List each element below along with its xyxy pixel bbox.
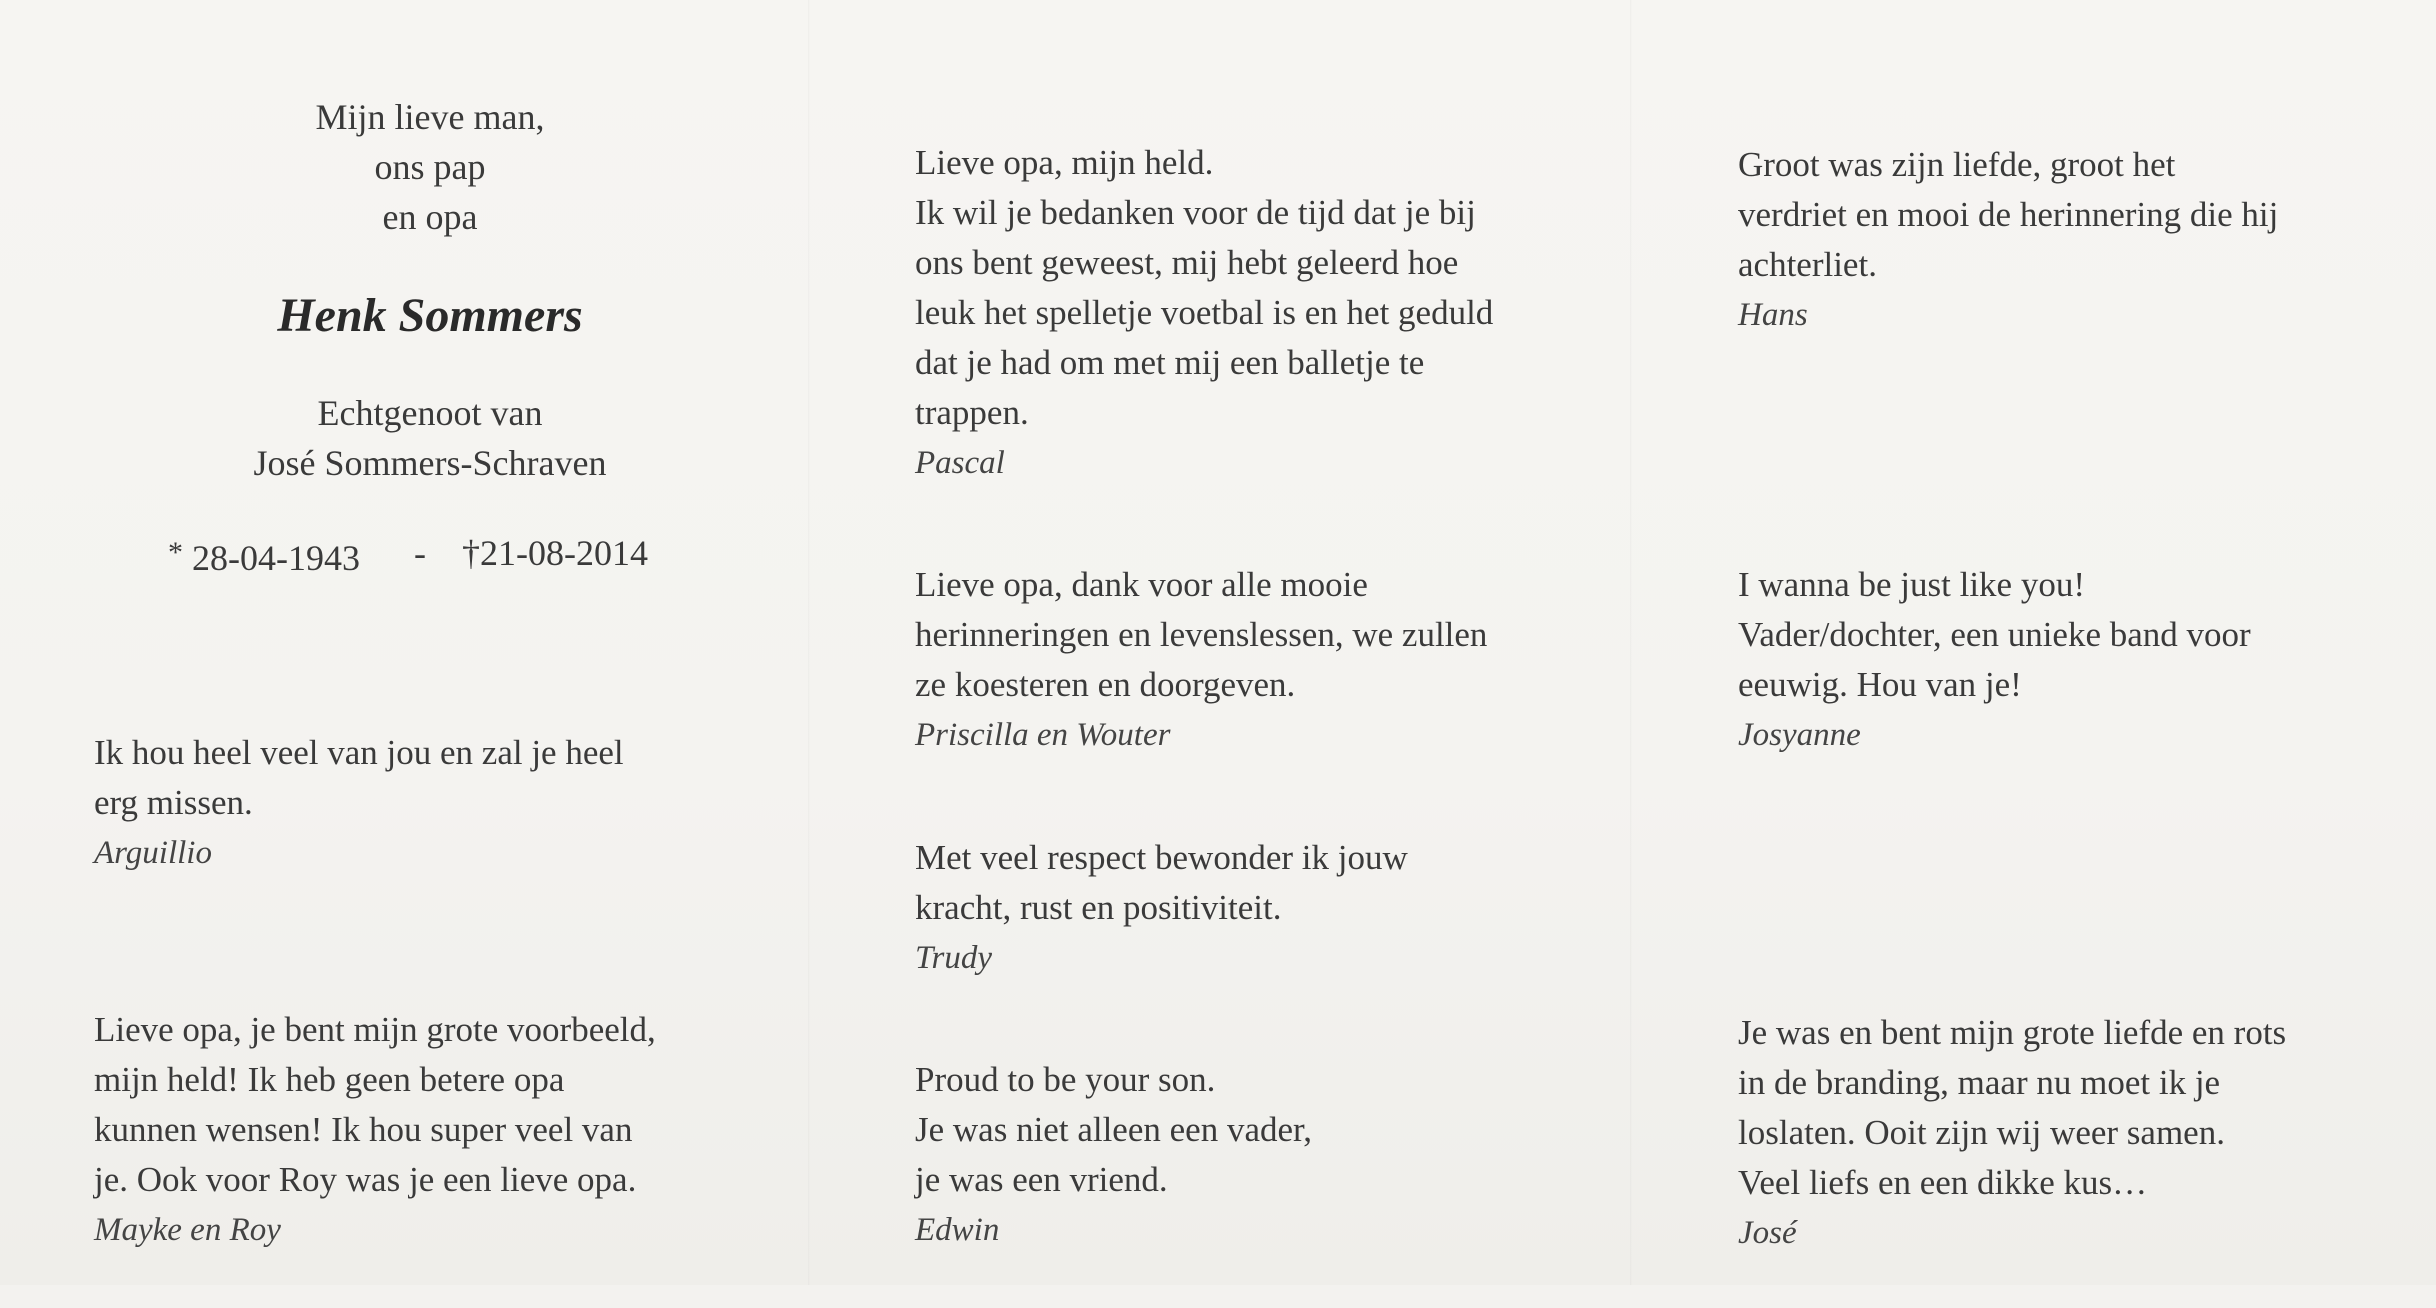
date-separator: - — [414, 533, 426, 573]
message-signature: Josyanne — [1738, 717, 1861, 753]
message-text: Proud to be your son. Je was niet alleen een vader, je was een vriend. — [915, 1060, 1313, 1199]
intro-line: Mijn lieve man, — [315, 97, 545, 137]
message-signature: José — [1738, 1215, 1797, 1251]
death-date-row — [462, 528, 648, 578]
deceased-name: Henk Sommers — [277, 289, 583, 342]
message-text: Met veel respect bewonder ik jouw kracht, rust en positiviteit. — [915, 838, 1408, 927]
message-text: Lieve opa, dank voor alle mooie herinneringen en levenslessen, we zullen ze koesteren en doorgeven. — [915, 565, 1488, 704]
birth-symbol: * — [168, 536, 183, 569]
death-symbol: † — [462, 533, 480, 573]
message-signature: Hans — [1738, 297, 1808, 333]
message-signature: Arguillio — [94, 835, 212, 871]
message-text: Groot was zijn liefde, groot het verdriet en mooi de herinnering die hij achterliet. — [1738, 145, 2279, 284]
spouse-line: Echtgenoot van — [317, 393, 543, 433]
message-signature: Edwin — [915, 1212, 1000, 1248]
birth-date-row — [168, 528, 360, 583]
condolence-message — [915, 783, 1615, 1033]
message-text: Lieve opa, je bent mijn grote voorbeeld, mijn held! Ik heb geen betere opa kunnen wensen! Ik hou super veel van je. Ook voor Roy was je een lieve opa. — [94, 1010, 656, 1199]
condolence-message — [915, 88, 1615, 538]
condolence-message — [1738, 958, 2418, 1308]
message-signature: Pascal — [915, 445, 1005, 481]
message-text: Je was en bent mijn grote liefde en rots in de branding, maar nu moet ik je loslaten. Ooit zijn wij weer samen. Veel liefs en een dikke kus… — [1738, 1013, 2287, 1202]
condolence-message — [1738, 510, 2418, 810]
condolence-message — [915, 510, 1615, 810]
fold-line — [1630, 0, 1632, 1285]
birth-date: 28-04-1943 — [192, 538, 360, 578]
message-signature: Trudy — [915, 940, 993, 976]
condolence-message — [94, 678, 794, 928]
condolence-message — [1738, 90, 2418, 390]
condolence-message — [915, 1005, 1615, 1305]
condolence-message — [94, 955, 794, 1305]
message-text: I wanna be just like you! Vader/dochter, een unieke band voor eeuwig. Hou van je! — [1738, 565, 2251, 704]
intro-line: en opa — [382, 197, 478, 237]
spouse-line: José Sommers-Schraven — [253, 443, 607, 483]
intro-line: ons pap — [374, 147, 486, 187]
death-date: 21-08-2014 — [480, 533, 648, 573]
message-signature: Mayke en Roy — [94, 1212, 281, 1248]
message-text: Ik hou heel veel van jou en zal je heel erg missen. — [94, 733, 624, 822]
message-signature: Priscilla en Wouter — [915, 717, 1171, 753]
message-text: Lieve opa, mijn held. Ik wil je bedanken voor de tijd dat je bij ons bent geweest, mij hebt geleerd hoe leuk het spelletje voetbal is en het geduld dat je had om met mij een balletje te trappen. — [915, 143, 1494, 432]
